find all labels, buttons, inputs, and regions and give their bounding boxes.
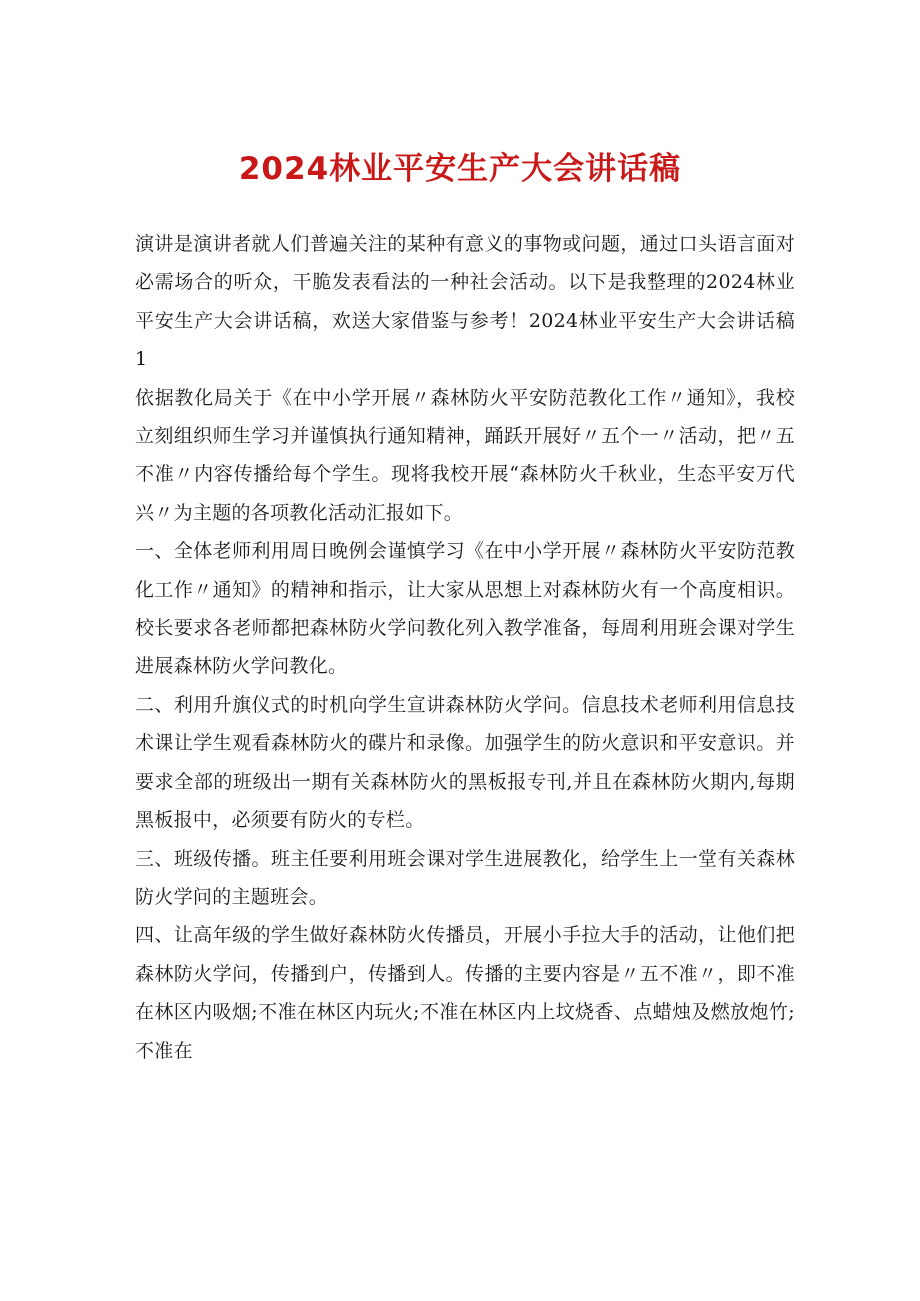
paragraph-item-2: 二、利用升旗仪式的时机向学生宣讲森林防火学问。信息技术老师利用信息技术课让学生观看森林防火的碟片和录像。加强学生的防火意识和平安意识。并要求全部的班级出一期有关森林防火的黑板报专刊,并且在森林防火期内,每期黑板报中，必须要有防火的专栏。 (135, 693, 795, 832)
paragraph-item-4: 四、让高年级的学生做好森林防火传播员，开展小手拉大手的活动，让他们把森林防火学问，传播到户，传播到人。传播的主要内容是〃五不准〃，即不准在林区内吸烟;不准在林区内玩火;不准在林区内上坟烧香、点蜡烛及燃放炮竹;不准在 (135, 924, 795, 1062)
paragraph-item-1: 一、全体老师利用周日晚例会谨慎学习《在中小学开展〃森林防火平安防范教化工作〃通知》的精神和指示，让大家从思想上对森林防火有一个高度相识。校长要求各老师都把森林防火学问教化列入教学准备，每周利用班会课对学生进展森林防火学问教化。 (135, 540, 795, 678)
document-title: 2024林业平安生产大会讲话稿 (238, 151, 682, 187)
paragraph-item-3: 三、班级传播。班主任要利用班会课对学生进展教化，给学生上一堂有关森林防火学问的主题班会。 (135, 847, 795, 908)
paragraph-notice: 依据教化局关于《在中小学开展〃森林防火平安防范教化工作〃通知》，我校立刻组织师生学习并谨慎执行通知精神，踊跃开展好〃五个一〃活动，把〃五不准〃内容传播给每个学生。现将我校开展“森林防火千秋业，生态平安万代兴〃为主题的各项教化活动汇报如下。 (135, 386, 795, 524)
paragraph-intro: 演讲是演讲者就人们普遍关注的某种有意义的事物或问题，通过口头语言面对必需场合的听众，干脆发表看法的一种社会活动。以下是我整理的2024林业平安生产大会讲话稿，欢送大家借鉴与参考！2024林业平安生产大会讲话稿1 (135, 233, 795, 371)
document-body (135, 225, 795, 1070)
